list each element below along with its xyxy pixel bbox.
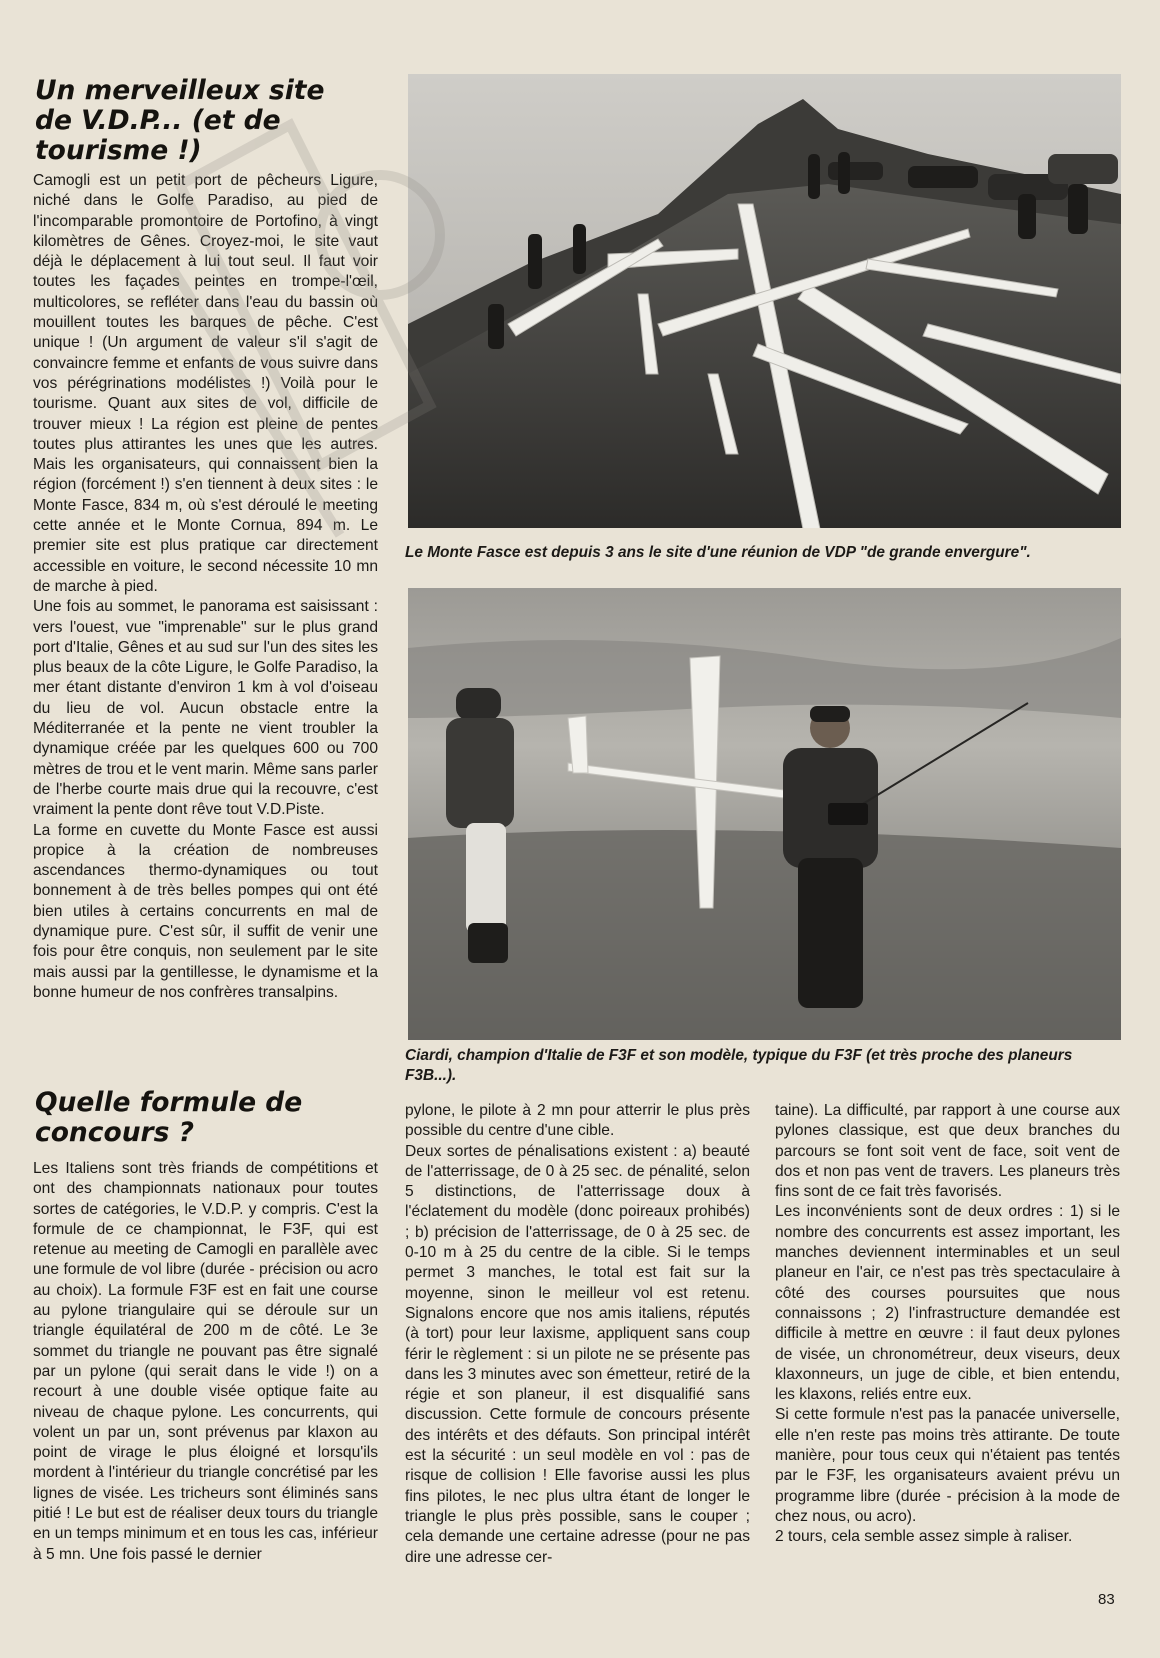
section-title-site: Un merveilleux site de V.D.P... (et de tourisme !)	[35, 75, 325, 166]
photo-pilot-with-glider	[408, 588, 1121, 1040]
photo1-caption: Le Monte Fasce est depuis 3 ans le site d'une réunion de VDP "de grande envergure".	[405, 544, 1031, 561]
section-title-formule: Quelle formule de concours ?	[35, 1087, 303, 1148]
article-text-site: Camogli est un petit port de pêcheurs Ligure, niché dans le Golfe Paradiso, au pied de l'incomparable promontoire de Portofino, à vingt kilomètres de Gênes. Croyez-moi, le site vaut déjà le déplacement à lui tout seul. Il faut voir toutes les façades peintes en trompe-l'œil, multicolores, se refléter dans l'eau du bassin où mouillent toutes les barques de pêche. C'est unique ! (Un argument de valeur s'il s'agit de convaincre femme et enfants de vous suivre dans vos pérégrinations modélistes !) Voilà pour le tourisme. Quant aux sites de vol, difficile de trouver mieux ! La région est pleine de pentes toutes plus attirantes les unes que les autres. Mais les organisateurs, qui connaissent bien la région (forcément !) s'en tiennent à deux sites : le Monte Fasce, 834 m, où s'est déroulé le meeting cette année et le Monte Cornua, 894 m. Le premier site est plus pratique car directement accessible en voiture, le second nécessite 10 mn de marche à pied. Une fois au sommet, le panorama est saisissant : vers l'ouest, vue "imprenable" sur le plus grand port d'Italie, Gênes et au sud sur l'un des sites les plus beaux de la côte Ligure, le Golfe Paradiso, la mer étant distante d'environ 1 km à vol d'oiseau du lieu de vol. Aucun obstacle entre la Méditerranée et la pente ne vient troubler la dynamique créée par les quelques 600 ou 700 mètres de trou et le vent marin. Même sans parler de l'herbe courte mais drue qui la recouvre, c'est vraiment la pente dont rêve tout V.D.Piste. La forme en cuvette du Monte Fasce est aussi propice à la création de nombreuses ascendances thermo-dynamiques ou tout bonnement à de très belles pompes qui ont été bien utiles à certains concurrents en mal de dynamique pure. C'est sûr, il suffit de venir une fois pour être conquis, non seulement par le site mais aussi par la gentillesse, le dynamisme et la bonne humeur de nos confrères transalpins.	[33, 172, 378, 1001]
page-number: 83	[1098, 1591, 1115, 1608]
article-text-formule-col3: taine). La difficulté, par rapport à une course aux pylones classique, est que deux branches du parcours se font soit vent de face, soit vent de dos et non pas vent de travers. Les planeurs très fins sont de ce fait très favorisés. Les inconvénients sont de deux ordres : 1) si le nombre des concurrents est assez important, les manches deviennent interminables et un seul planeur en l'air, ce n'est pas très spectaculaire à côté des courses poursuites que nous connaissons ; 2) l'infrastructure demandée est difficile à mettre en œuvre : il faut deux pylones de visée, un chronométreur, deux viseurs, deux klaxonneurs, un juge de cible, et bien entendu, les klaxons, reliés entre eux. Si cette formule n'est pas la panacée universelle, elle n'en reste pas moins très attirante. De toute manière, pour tous ceux qui n'étaient pas tentés par le F3F, les organisateurs avaient prévu un programme libre (durée - précision à la mode de chez nous, ou acro). 2 tours, cela semble assez simple à raliser.	[775, 1102, 1120, 1546]
photo2-caption: Ciardi, champion d'Italie de F3F et son modèle, typique du F3F (et très proche des planeurs F3B...).	[405, 1047, 1073, 1084]
article-text-formule-col1: Les Italiens sont très friands de compétitions et ont des championnats nationaux pour toutes sortes de catégories, le V.D.P. y compris. C'est la formule de ce championnat, le F3F, qui est retenue au meeting de Camogli en parallèle avec une formule de vol libre (durée - précision ou acro au choix). La formule F3F est en fait une course au pylone triangulaire qui se déroule sur un triangle équilatéral de 200 m de côté. Le 3e sommet du triangle ne pouvant pas être signalé par un pylone (qui serait dans le vide !) on a recourt à une double visée optique faite au niveau de chaque pylone. Les concurrents, qui volent un par un, sont prévenus par klaxon au point de virage le plus éloigné et lorsqu'ils mordent à l'intérieur du triangle concrétisé par les lignes de visée. Les tricheurs sont éliminés sans pitié ! Le but est de réaliser deux tours du triangle en un temps minimum et en tous les cas, inférieur à 5 mn. Une fois passé le dernier	[33, 1160, 378, 1563]
photo-gliders-on-slope	[408, 74, 1121, 528]
article-text-formule-col2: pylone, le pilote à 2 mn pour atterrir le plus près possible du centre d'une cible. Deux sortes de pénalisations existent : a) beauté de l'atterrissage, de 0 à 25 sec. de pénalité, selon 5 distinctions, de l'atterrissage doux à l'éclatement du modèle (donc poireaux prohibés) ; b) précision de l'atterrissage, de 0 à 25 sec. de 0-10 m à 25 du centre de la cible. Si le temps permet 3 manches, le total est fait sur la moyenne, sinon le meilleur vol est retenu. Signalons encore que nos amis italiens, réputés (à tort) pour leur laxisme, appliquent sans coup férir le règlement : si un pilote ne se présente pas dans les 3 minutes avec son émetteur, retiré de la régie et son planeur, il est disqualifié sans discussion. Cette formule de concours présente des intérêts et des défauts. Son principal intérêt est la sécurité : un seul modèle en vol : pas de risque de collision ! Elle favorise aussi les plus fins pilotes, le nec plus ultra étant de longer le triangle le plus près possible, sans le couper ; cela demande une certaine adresse (pour ne pas dire une adresse cer-	[405, 1102, 750, 1566]
